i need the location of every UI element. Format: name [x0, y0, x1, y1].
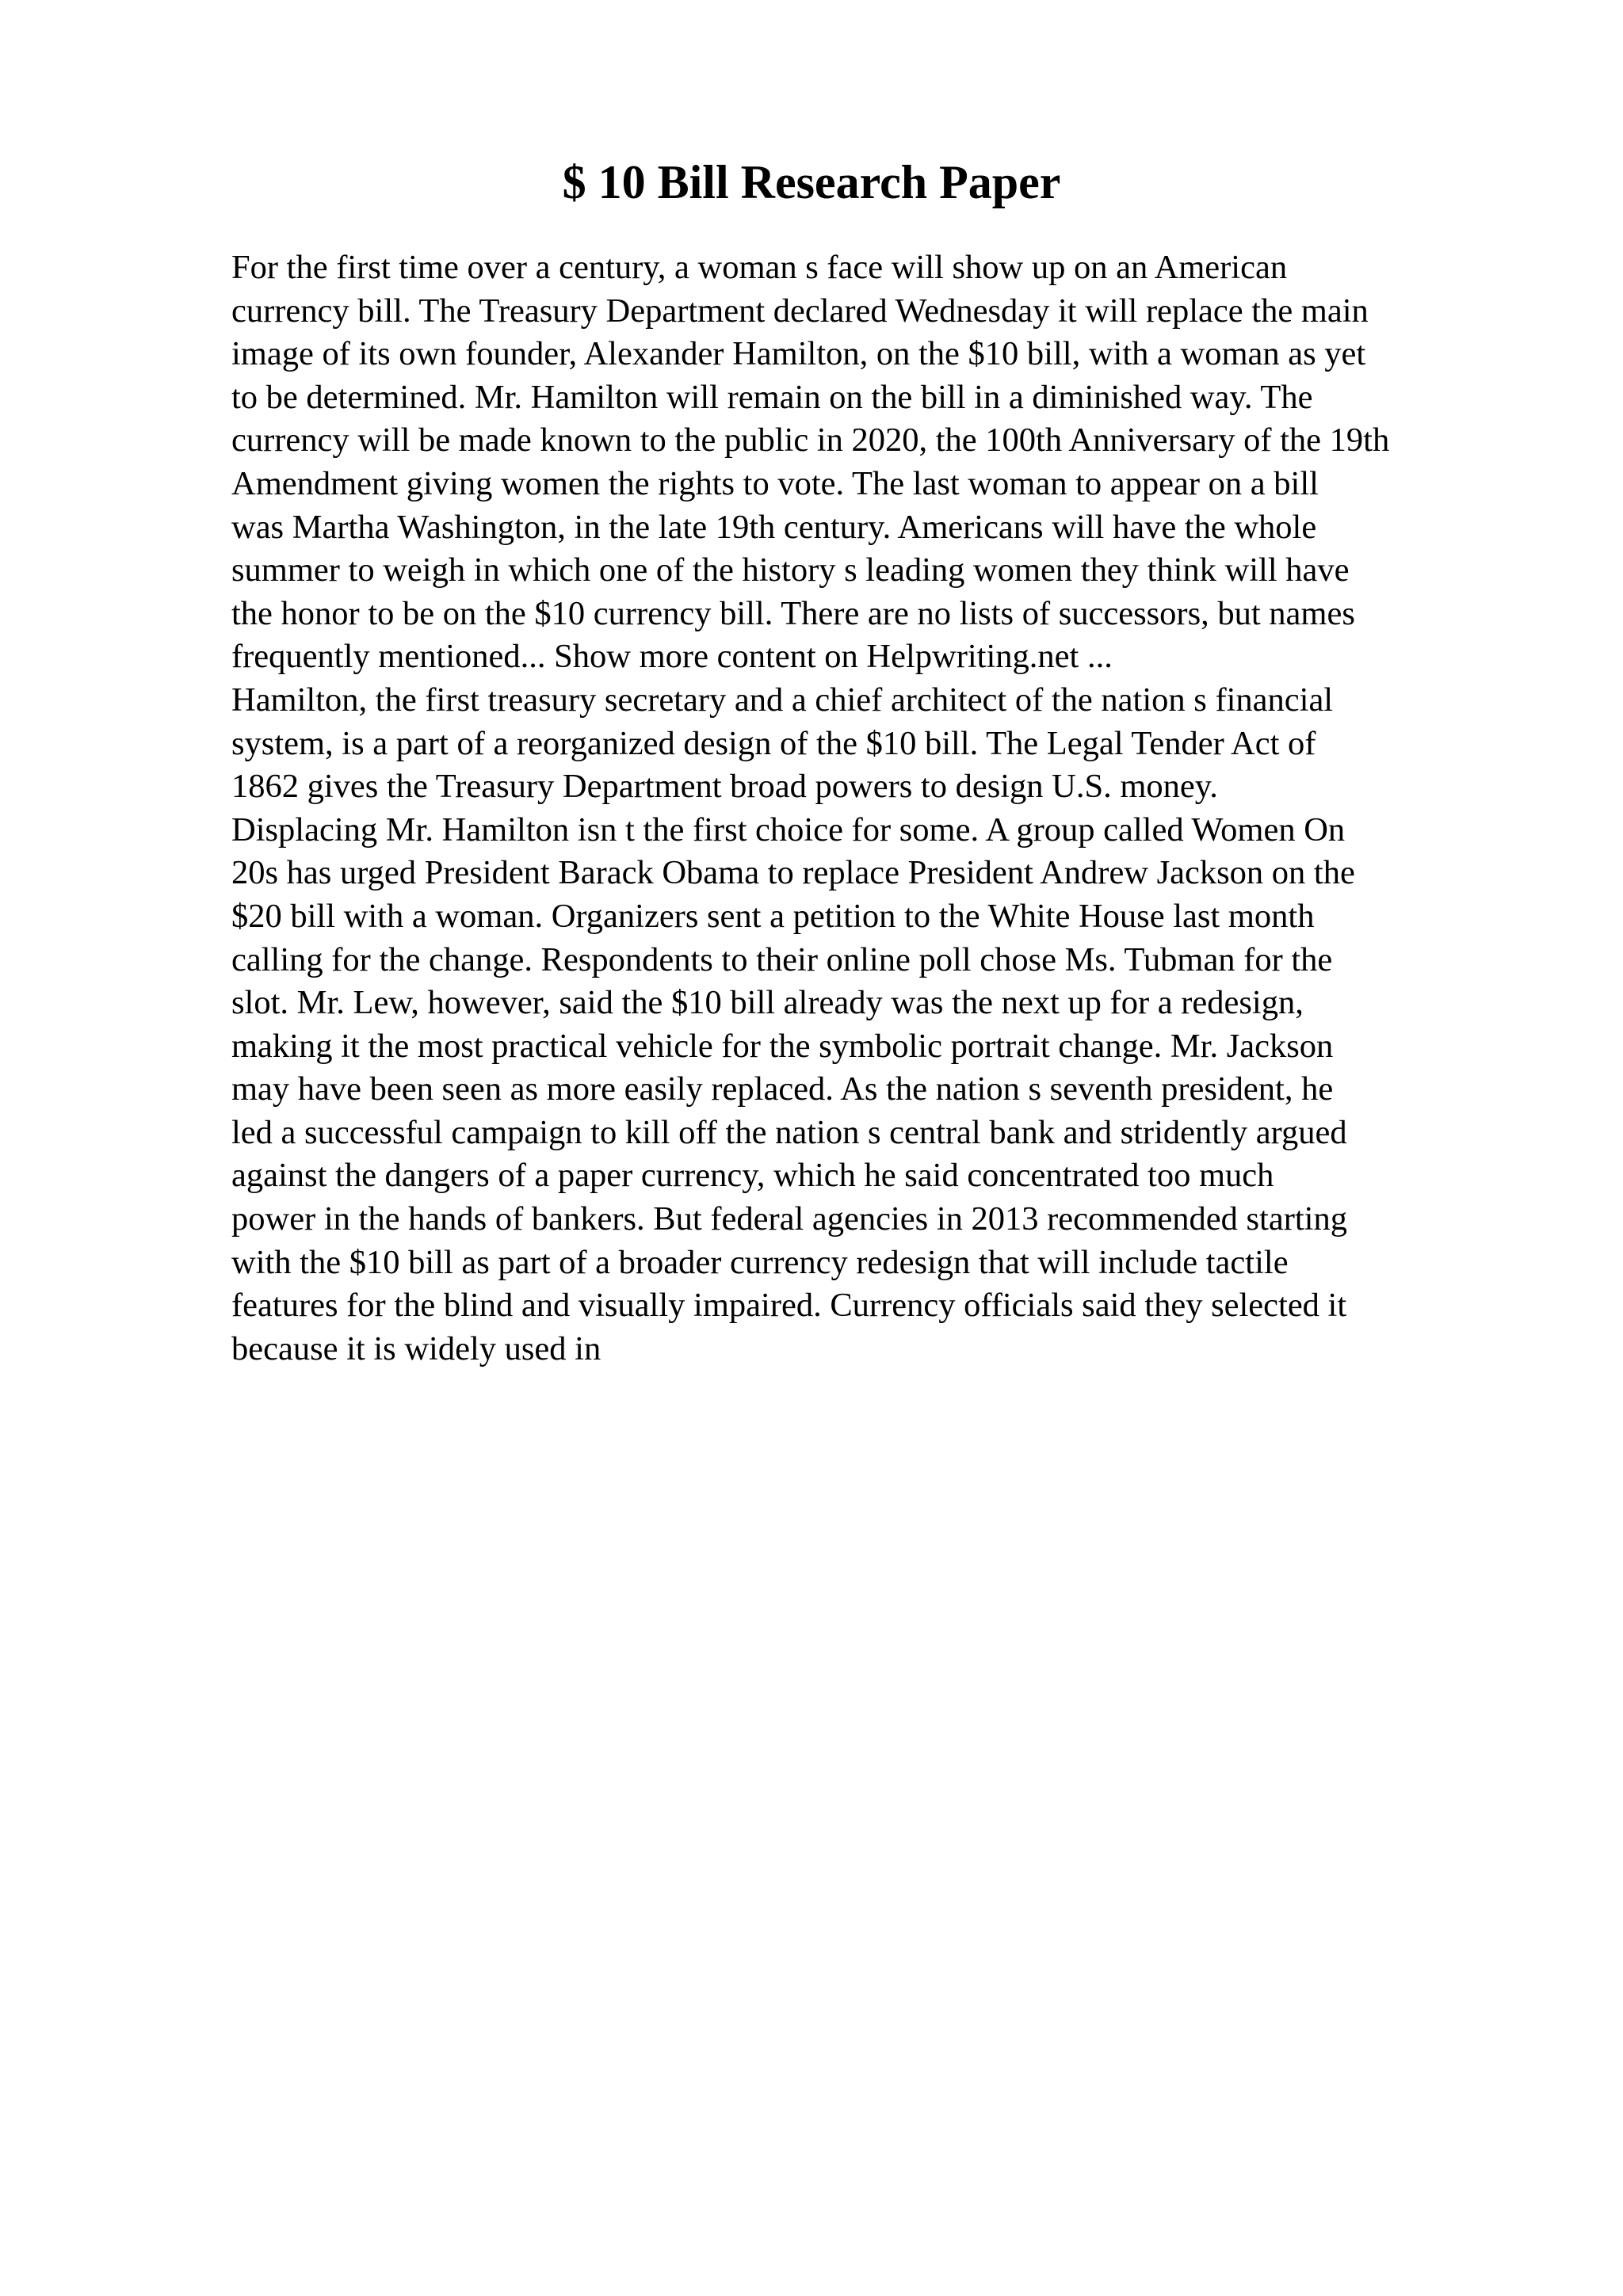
body-line: the honor to be on the $10 currency bill. There are no lists of successors, but names	[231, 594, 1355, 632]
body-line: calling for the change. Respondents to their online poll chose Ms. Tubman for the	[231, 940, 1333, 978]
body-line: led a successful campaign to kill off the nation s central bank and stridently argued	[231, 1113, 1347, 1151]
body-line: to be determined. Mr. Hamilton will remain on the bill in a diminished way. The	[231, 378, 1313, 416]
body-line: making it the most practical vehicle for the symbolic portrait change. Mr. Jackson	[231, 1027, 1334, 1065]
body-line: frequently mentioned... Show more content on Helpwriting.net ...	[231, 638, 1113, 676]
body-line: 20s has urged President Barack Obama to replace President Andrew Jackson on the	[231, 854, 1355, 892]
body-line: against the dangers of a paper currency, which he said concentrated too much	[231, 1157, 1274, 1195]
body-line: currency will be made known to the public in 2020, the 100th Anniversary of the 19th	[231, 421, 1390, 460]
body-line: summer to weigh in which one of the history s leading women they think will have	[231, 551, 1350, 589]
body-line: Hamilton, the first treasury secretary and a chief architect of the nation s financial	[231, 681, 1334, 719]
body-line: image of its own founder, Alexander Hamilton, on the $10 bill, with a woman as yet	[231, 335, 1366, 373]
body-line: Amendment giving women the rights to vote. The last woman to appear on a bill	[231, 464, 1319, 502]
body-line: with the $10 bill as part of a broader currency redesign that will include tactile	[231, 1243, 1289, 1281]
document-title: $ 10 Bill Research Paper	[562, 156, 1061, 208]
body-line: 1862 gives the Treasury Department broad powers to design U.S. money.	[231, 768, 1218, 806]
document-body	[231, 246, 1515, 1371]
body-line: currency bill. The Treasury Department declared Wednesday it will replace the main	[231, 292, 1369, 330]
body-line: power in the hands of bankers. But federal agencies in 2013 recommended starting	[231, 1200, 1347, 1238]
body-line: slot. Mr. Lew, however, said the $10 bill already was the next up for a redesign,	[231, 984, 1304, 1022]
body-line: may have been seen as more easily replaced. As the nation s seventh president, he	[231, 1070, 1334, 1108]
body-line: system, is a part of a reorganized design of the $10 bill. The Legal Tender Act of	[231, 724, 1316, 762]
body-line: Displacing Mr. Hamilton isn t the first choice for some. A group called Women On	[231, 810, 1346, 849]
body-line: $20 bill with a woman. Organizers sent a petition to the White House last month	[231, 897, 1315, 935]
body-line: features for the blind and visually impaired. Currency officials said they selected it	[231, 1287, 1347, 1325]
body-line: was Martha Washington, in the late 19th century. Americans will have the whole	[231, 508, 1317, 546]
body-line: because it is widely used in	[231, 1329, 601, 1367]
body-line: For the first time over a century, a woman s face will show up on an American	[231, 249, 1288, 286]
